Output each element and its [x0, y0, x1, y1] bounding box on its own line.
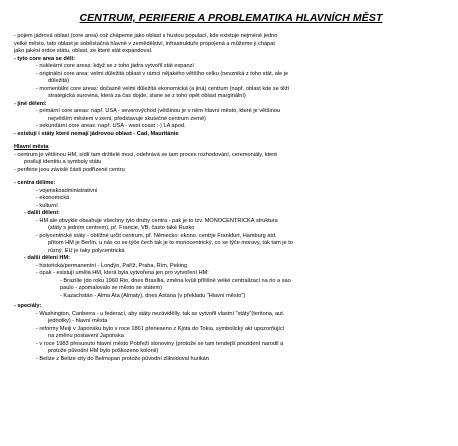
section-heading: - speciály: [14, 303, 42, 309]
text-line: - HM ale obvykle obsahuje všechny tyto druhy centra - pak je to tzv. MONOCENTRICKÁ struktura [36, 217, 278, 224]
text-line: - historická/permanentní - Londýn, Paříž, Praha, Řím, Peking [36, 262, 188, 269]
text-line: - momentální core areas: dočasně velmi důležitá ekonomická (a jiná) centrum (např. oblast kde se těží [36, 85, 290, 92]
text-line: - nukleární core areas: když se z toho jádra vytvořil stát expanzí [36, 63, 194, 69]
text-line: jako jakési srdce státu, oblast, ze které stát expandoval. [14, 48, 153, 54]
text-line: - Washington, Canberra - u federací, aby státy nezávidělly, tak se vytvořil vlastní "státy"(teritoria, aut. [36, 310, 285, 317]
section-heading: Hlavní města [14, 144, 49, 150]
text-line: přitom HM je Berlín, u nás co se týče čech tak je to monocentrický, co se týče moravy, tak tam je to [48, 240, 293, 246]
text-line: paulo - zpomalovalo se město se státem) [60, 285, 162, 291]
text-line: - Belize z Belize city do Belmopan protože původní zlikvidoval hurikán [36, 355, 209, 362]
text-line: posilují identitu a symboly státu [24, 159, 102, 165]
text-line: - centrum je většinou HM, sídlí tam držitelé moci, odehrává se tam proces rozhodování, ceremoniály, které [14, 151, 278, 158]
text-line: - vojenskoadministrativní [36, 187, 98, 194]
text-line: různý, EU je taky polycentrická [48, 247, 125, 254]
section-heading: - další dělení: [24, 210, 60, 216]
text-line: - ekonomická [36, 195, 70, 201]
text-line: důležitá) [48, 78, 70, 84]
text-line: - primární core areas: např. USA - severovýchod (většinou je v něm hlavní město, které je většinou [36, 108, 281, 114]
text-line: - periferie jsou závislé části podřízené centru [14, 166, 125, 173]
text-line: na změnu postavení Japonska [48, 333, 124, 339]
text-line: jednotky) - hlavní města [48, 318, 108, 324]
text-line: - Kazachstán - Alma Ata (Almaty), dnes Astana (v překladu "Hlavní město") [60, 292, 246, 299]
text-line: - kulturní [36, 202, 58, 209]
section-heading: - tyto core area se dělí: [14, 55, 75, 62]
section-heading: - existují i státy které nemají jádrovou oblast - Čad, Mauritánie [14, 130, 179, 137]
text-line: protože původní HM bylo poškozeno kolonií) [48, 348, 159, 354]
section-heading: - centra dělíme: [14, 180, 56, 186]
text-line: velké město, tato oblast je soběstačná hlavně v zemědělství, infrastruktuře propojená a můžeme ji chápat [14, 40, 275, 47]
text-line: strategická surovina, která za čas dojde, stane se z toho opět oblast marginální) [48, 93, 246, 99]
text-line: - polycentrické státy - obtížné určit centrum, př. Německo: ekono. centrje Frankfurt, Hamburg atd. [36, 232, 277, 239]
text-line: - sekundární core areas: např. USA - west coast :-) LA apod. [36, 123, 186, 129]
document-body [14, 33, 448, 363]
section-heading: - jiné dělení: [14, 100, 47, 107]
text-line: - v roce 1983 přesunuto hlavní město Pobřeží slonoviny (protože se tam tendejší prezident narodil a [36, 340, 284, 347]
section-heading: - další dělení HM: [24, 255, 70, 261]
text-line: - Brazílie (do roku 1960 Rio, dnes Brasília, změna kvůli přílišné velké centralizaci na rio a sao [60, 277, 291, 284]
text-line: (státy s jedním centrem), př. Francie, VB, často také Rusko [48, 225, 195, 231]
text-line: - opak - existují umělá HM, která byla vytvořena jen pro vytvoření HM: [36, 270, 209, 276]
text-line: - pojem jádrová oblast (core area) což chápeme jako oblast s hustou populací, kde existuje nejméně jedno [14, 33, 278, 39]
document-title: CENTRUM, PERIFERIE A PROBLEMATIKA HLAVNÍCH MĚST [79, 12, 383, 24]
text-line: největším městem v zemi, představuje skutečné centrum země) [48, 115, 206, 122]
text-line: - originální core area: velmi důležitá oblast v rámci nějakého většího celku (nevzniká z toho stát, ale je [36, 70, 289, 77]
text-line: - reformy Meiji v Japonsku bylo v roce 1861 přeneseno z Kjóta do Tokia, symbolický akt upozorňující [36, 325, 285, 332]
